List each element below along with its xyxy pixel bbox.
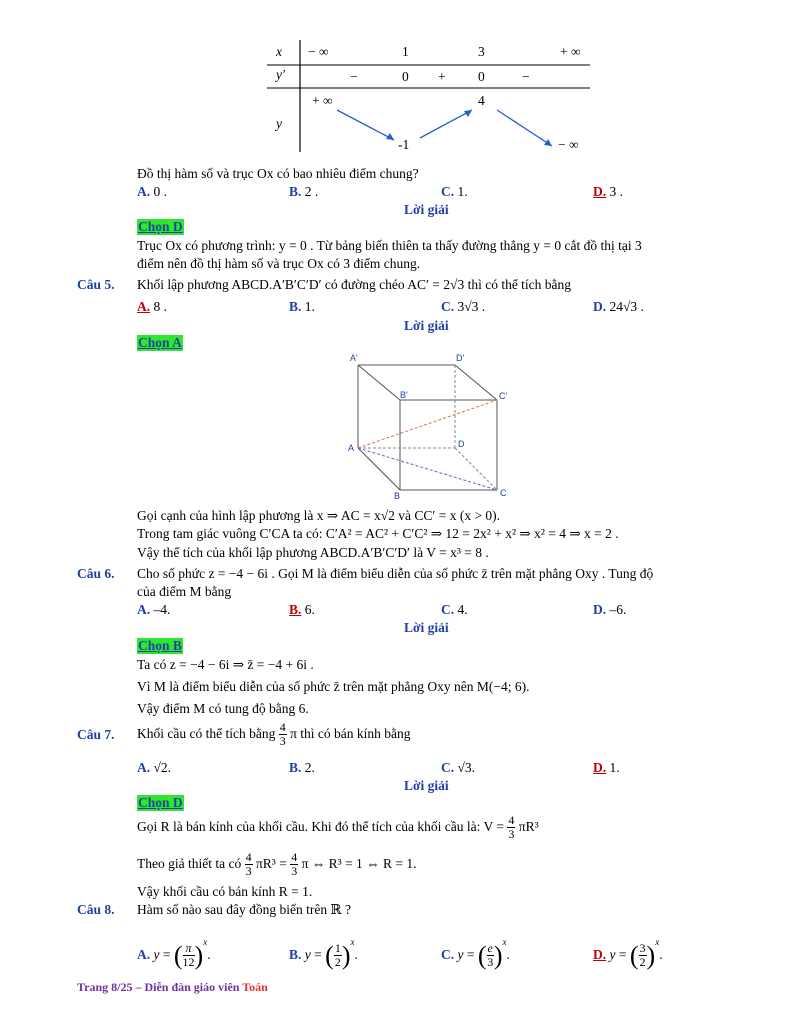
y-value: 4 xyxy=(478,93,485,108)
q6-label: Câu 6. xyxy=(77,566,115,581)
table-yprime-label: y′ xyxy=(276,67,285,82)
yprime-sign: 0 xyxy=(402,69,409,84)
q8-option-c: C. y = ( $\frac{e}{3}$ )$^x$. xyxy=(441,937,510,970)
q6-solution-line: Ta có z = −4 − 6i ⇒ z̄ = −4 + 6i . xyxy=(137,657,314,672)
q6-solution-line: Vậy điểm M có tung độ bằng 6. xyxy=(137,701,309,716)
q5-label: Câu 5. xyxy=(77,277,115,292)
q5-option-a: A. 8 . xyxy=(137,299,167,314)
page-footer: Trang 8/25 – Diễn đàn giáo viên Toán xyxy=(77,980,268,994)
q8-option-d: D. y = ( $\frac{3}{2}$ )$^x$. xyxy=(593,937,663,970)
q6-solution-heading: Lời giải xyxy=(404,620,449,635)
q5-solution-line: Vậy thể tích của khối lập phương ABCD.A′B′C′D′ là V = x³ = 8 . xyxy=(137,545,489,560)
q7-option-c: C. √3. xyxy=(441,760,476,775)
q7-label: Câu 7. xyxy=(77,727,115,742)
cube-label-c: C xyxy=(500,488,507,498)
table-y-label: y xyxy=(276,116,282,131)
q6-option-b: B. 6. xyxy=(289,602,315,617)
q8-label: Câu 8. xyxy=(77,902,115,917)
q4-question: Đồ thị hàm số và trục Ox có bao nhiêu điểm chung? xyxy=(137,166,419,181)
q4-option-d: D. 3 . xyxy=(593,184,623,199)
x-value: + ∞ xyxy=(560,44,581,59)
q5-solution-heading: Lời giải xyxy=(404,318,449,333)
q7-question: Khối cầu có thể tích bằng $\frac{4}{3}$ π thì có bán kính bằng xyxy=(137,720,411,749)
q7-answer-badge: Chọn D xyxy=(138,795,183,810)
q4-solution-heading: Lời giải xyxy=(404,202,449,217)
cube-label-a-prime: A' xyxy=(350,353,358,363)
q6-solution-line: Vì M là điểm biểu diễn của số phức z̄ trên mặt phẳng Oxy nên M(−4; 6). xyxy=(137,679,530,694)
cube-label-c-prime: C' xyxy=(499,391,508,401)
cube-label-b: B xyxy=(394,491,401,500)
q8-option-b: B. y = ( $\frac{1}{2}$ )$^x$. xyxy=(289,937,358,970)
y-value: -1 xyxy=(398,137,410,152)
table-x-label: x xyxy=(276,44,282,59)
yprime-sign: − xyxy=(350,69,358,84)
q4-solution-line: điểm nên đồ thị hàm số và trục Ox có 3 điểm chung. xyxy=(137,256,421,271)
yprime-sign: − xyxy=(522,69,530,84)
cube-label-d-prime: D' xyxy=(456,353,465,363)
q7-option-b: B. 2. xyxy=(289,760,315,775)
q7-solution-line: Gọi R là bán kính của khối cầu. Khi đó thể tích của khối cầu là: V = $\frac{4}{3}$ πR³ xyxy=(137,813,539,842)
x-value: − ∞ xyxy=(308,44,329,59)
q7-solution-line: Theo giả thiết ta có $\frac{4}{3}$ πR³ = $\frac{4}{3}$ π ⇔ R³ = 1 ⇔ R = 1. xyxy=(137,850,417,879)
q7-solution-heading: Lời giải xyxy=(404,778,449,793)
y-value: + ∞ xyxy=(312,93,333,108)
q7-option-d: D. 1. xyxy=(593,760,620,775)
x-value: 3 xyxy=(478,44,485,59)
q7-option-a: A. √2. xyxy=(137,760,172,775)
q6-option-d: D. –6. xyxy=(593,602,627,617)
q6-question: Cho số phức z = −4 − 6i . Gọi M là điểm biểu diễn của số phức z̄ trên mặt phẳng Oxy . Tung độ xyxy=(137,566,654,581)
footer-page: Trang 8/25 xyxy=(77,980,133,994)
q5-solution-line: Gọi cạnh của hình lập phương là x ⇒ AC = x√2 và CC′ = x (x > 0). xyxy=(137,508,501,523)
yprime-sign: + xyxy=(438,69,446,84)
q6-question: của điểm M bằng xyxy=(137,584,232,599)
q8-option-a: A. y = ( $\frac{\pi}{12}$ )$^x$. xyxy=(137,937,211,970)
cube-figure xyxy=(340,350,530,500)
q8-question: Hàm số nào sau đây đồng biến trên ℝ ? xyxy=(137,902,352,917)
y-value: − ∞ xyxy=(558,137,579,152)
cube-label-b-prime: B' xyxy=(400,390,408,400)
cube-label-d: D xyxy=(458,439,465,449)
footer-forum: Diễn đàn giáo viên xyxy=(144,980,243,994)
footer-subject: Toán xyxy=(242,980,268,994)
x-value: 1 xyxy=(402,44,409,59)
q4-option-c: C. 1. xyxy=(441,184,468,199)
q4-solution-line: Trục Ox có phương trình: y = 0 . Từ bảng biến thiên ta thấy đường thẳng y = 0 cắt đồ thị tại 3 xyxy=(137,238,642,253)
q5-option-b: B. 1. xyxy=(289,299,315,314)
q5-solution-line: Trong tam giác vuông C′CA ta có: C′A² = AC² + C′C² ⇒ 12 = 2x² + x² ⇒ x² = 4 ⇒ x = 2 . xyxy=(137,526,619,541)
q5-answer-badge: Chọn A xyxy=(138,335,182,350)
q6-answer-badge: Chọn B xyxy=(138,638,182,653)
cube-label-a: A xyxy=(348,443,355,453)
yprime-sign: 0 xyxy=(478,69,485,84)
q4-option-b: B. 2 . xyxy=(289,184,319,199)
q6-option-c: C. 4. xyxy=(441,602,468,617)
q7-solution-line: Vậy khối cầu có bán kính R = 1. xyxy=(137,884,313,899)
q5-option-d: D. 24√3 . xyxy=(593,299,644,314)
q4-answer-badge: Chọn D xyxy=(138,219,183,234)
q5-option-c: C. 3√3 . xyxy=(441,299,486,314)
q5-question: Khối lập phương ABCD.A′B′C′D′ có đường chéo AC′ = 2√3 thì có thể tích bằng xyxy=(137,277,572,292)
q6-option-a: A. –4. xyxy=(137,602,171,617)
q4-option-a: A. 0 . xyxy=(137,184,167,199)
